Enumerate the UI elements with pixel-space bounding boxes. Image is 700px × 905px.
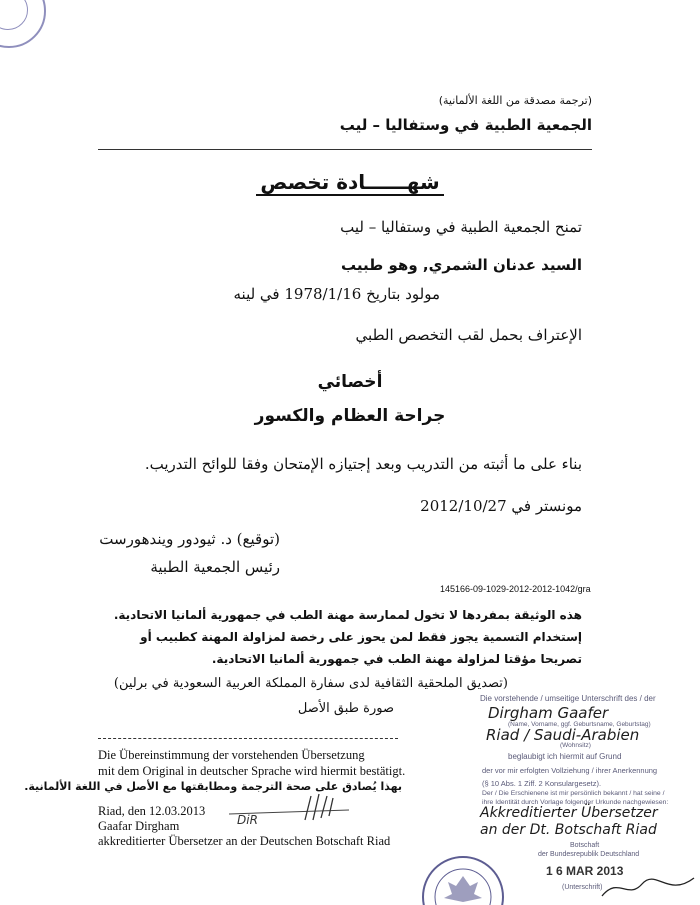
specialty-title: جراحة العظام والكسور: [254, 406, 446, 426]
organization-header: الجمعية الطبية في وستفاليا – ليب: [339, 116, 592, 134]
translation-note: (ترجمة مصدقة من اللغة الألمانية): [438, 94, 592, 107]
place-date-line: مونستر في 2012/10/27: [420, 497, 582, 515]
attestation-line: (تصديق الملحقية الثقافية لدى سفارة المملكة العربية السعودية في برلين): [113, 676, 508, 691]
translator-de-line1: Die Übereinstimmung der vorstehenden Übersetzung: [98, 748, 365, 762]
recognition-line: الإعتراف بحمل لقب التخصص الطبي: [355, 326, 582, 344]
certificate-title: شهــــــادة تخصص: [256, 170, 443, 196]
stamp-line4: (§ 10 Abs. 1 Ziff. 2 Konsulargesetz).: [482, 779, 602, 788]
translator-de-line2: mit dem Original in deutscher Sprache wird hiermit bestätigt.: [98, 764, 406, 778]
legal-notice: هذه الوثيقة بمفردها لا تخول لممارسة مهنة الطب في جمهورية ألمانيا الاتحادية. إستخدام التسمية يجوز فقط لمن يحوز على رخصة لمزاولة المهنة كطبيب أو تصريحا مؤقتا لمزاولة مهنة الطب في جمهورية ألمانيا الاتحادية.: [113, 608, 582, 666]
stamp-line5: Der / Die Erschienene ist mir persönlich bekannt / hat seine /: [482, 790, 665, 797]
stamp-hand-city: Riad / Saudi-Arabien: [486, 726, 640, 744]
embassy-seal-icon: [418, 852, 508, 905]
stamp-embassy-line2: der Bundesrepublik Deutschland: [538, 851, 640, 858]
stamp-hand-line2: an der Dt. Botschaft Riad: [480, 822, 657, 838]
translator-name: Gaafar Dirgham: [98, 819, 180, 833]
specialist-title: أخصائي: [317, 372, 383, 392]
stamp-hand-name: Dirgham Gaafer: [488, 704, 609, 722]
stamp-embassy-line1: Botschaft: [570, 842, 600, 849]
recipient-name: السيد عدنان الشمري, وهو طبيب: [341, 256, 582, 274]
translator-ar-line: بهذا يُصادق على صحة الترجمة ومطابقتها مع الأصل في اللغة الألمانية.: [24, 780, 402, 793]
president-line: رئيس الجمعية الطبية: [150, 558, 280, 576]
reference-number: 145166-09-1029-2012-2012-1042/gra: [440, 584, 591, 594]
birth-line: مولود بتاريخ 1978/1/16 في لينه: [233, 285, 440, 303]
signature-line: (توقيع) د. ثيودور ويندهورست: [99, 530, 280, 548]
embassy-stamp: [478, 690, 700, 905]
stamp-line6: ihre Identität durch Vorlage folgender Urkunde nachgewiesen:: [482, 799, 669, 806]
stamp-name-caption: (Name, Vorname, ggf. Geburtsname, Geburtstag): [508, 721, 651, 728]
stamp-sign-caption: (Unterschrift): [562, 884, 603, 891]
corner-seal-icon: [0, 0, 46, 48]
stamp-line2: beglaubigt ich hiermit auf Grund: [508, 752, 622, 761]
grant-line: تمنح الجمعية الطبية في وستفاليا – ليب: [340, 218, 582, 236]
translator-divider: [98, 738, 398, 739]
translator-signature-icon: [225, 790, 355, 828]
true-copy-line: صورة طبق الأصل: [297, 701, 394, 716]
translator-role: akkreditierter Übersetzer an der Deutschen Botschaft Riad: [98, 834, 391, 848]
stamp-line1: Die vorstehende / umseitige Unterschrift des / der: [480, 694, 656, 703]
translator-place-date: Riad, den 12.03.2013: [98, 804, 206, 818]
basis-line: بناء على ما أثبته من التدريب وبعد إجتيازه الإمتحان وفقا للوائح التدريب.: [144, 455, 582, 473]
stamp-city-caption: (Wohnsitz): [560, 742, 591, 749]
stamp-line3: der vor mir erfolgten Vollziehung / ihrer Anerkennung: [482, 766, 658, 775]
stamp-date: 1 6 MAR 2013: [546, 864, 624, 878]
header-divider: [98, 149, 592, 150]
stamp-hand-line1: Akkreditierter Übersetzer: [480, 805, 658, 821]
consul-signature-icon: [598, 870, 698, 904]
translator-initials: DiR: [237, 813, 258, 827]
